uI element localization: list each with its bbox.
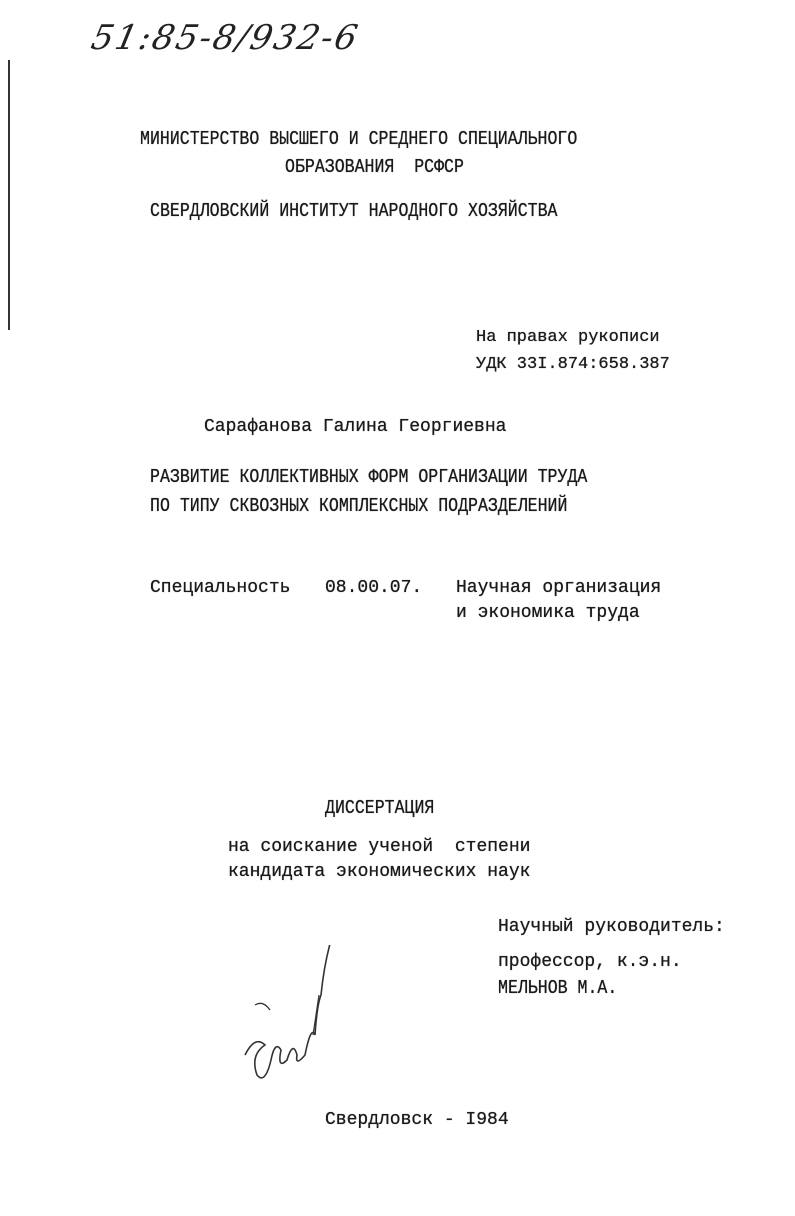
degree-line-1: на соискание ученой степени (228, 837, 531, 857)
archive-number-handwritten: 51:85-8/932-6 (87, 18, 363, 58)
margin-line (8, 60, 10, 330)
supervisor-name: МЕЛЬНОВ М.А. (498, 977, 618, 1000)
specialty-name-line-2: и экономика труда (456, 603, 640, 623)
work-type: ДИССЕРТАЦИЯ (325, 797, 435, 820)
supervisor-title: профессор, к.э.н. (498, 952, 682, 972)
ministry-line-1: МИНИСТЕРСТВО ВЫСШЕГО И СРЕДНЕГО СПЕЦИАЛЬНОГО (140, 128, 578, 151)
author-name: Сарафанова Галина Георгиевна (204, 417, 507, 437)
place-and-year: Свердловск - I984 (325, 1110, 509, 1130)
degree-line-2: кандидата экономических наук (228, 862, 531, 882)
signature (235, 945, 345, 1090)
title-line-1: РАЗВИТИЕ КОЛЛЕКТИВНЫХ ФОРМ ОРГАНИЗАЦИИ ТРУДА (150, 466, 588, 489)
specialty-code: 08.00.07. (325, 578, 423, 598)
institute-name: СВЕРДЛОВСКИЙ ИНСТИТУТ НАРОДНОГО ХОЗЯЙСТВА (150, 200, 558, 223)
manuscript-note: На правах рукописи (476, 328, 660, 347)
udc-code: УДК 33I.874:658.387 (476, 355, 670, 374)
specialty-name-line-1: Научная организация (456, 578, 662, 598)
ministry-line-2: ОБРАЗОВАНИЯ РСФСР (285, 156, 464, 179)
supervisor-label: Научный руководитель: (498, 917, 725, 937)
title-line-2: ПО ТИПУ СКВОЗНЫХ КОМПЛЕКСНЫХ ПОДРАЗДЕЛЕНИЙ (150, 495, 568, 518)
specialty-label: Специальность (150, 578, 291, 598)
